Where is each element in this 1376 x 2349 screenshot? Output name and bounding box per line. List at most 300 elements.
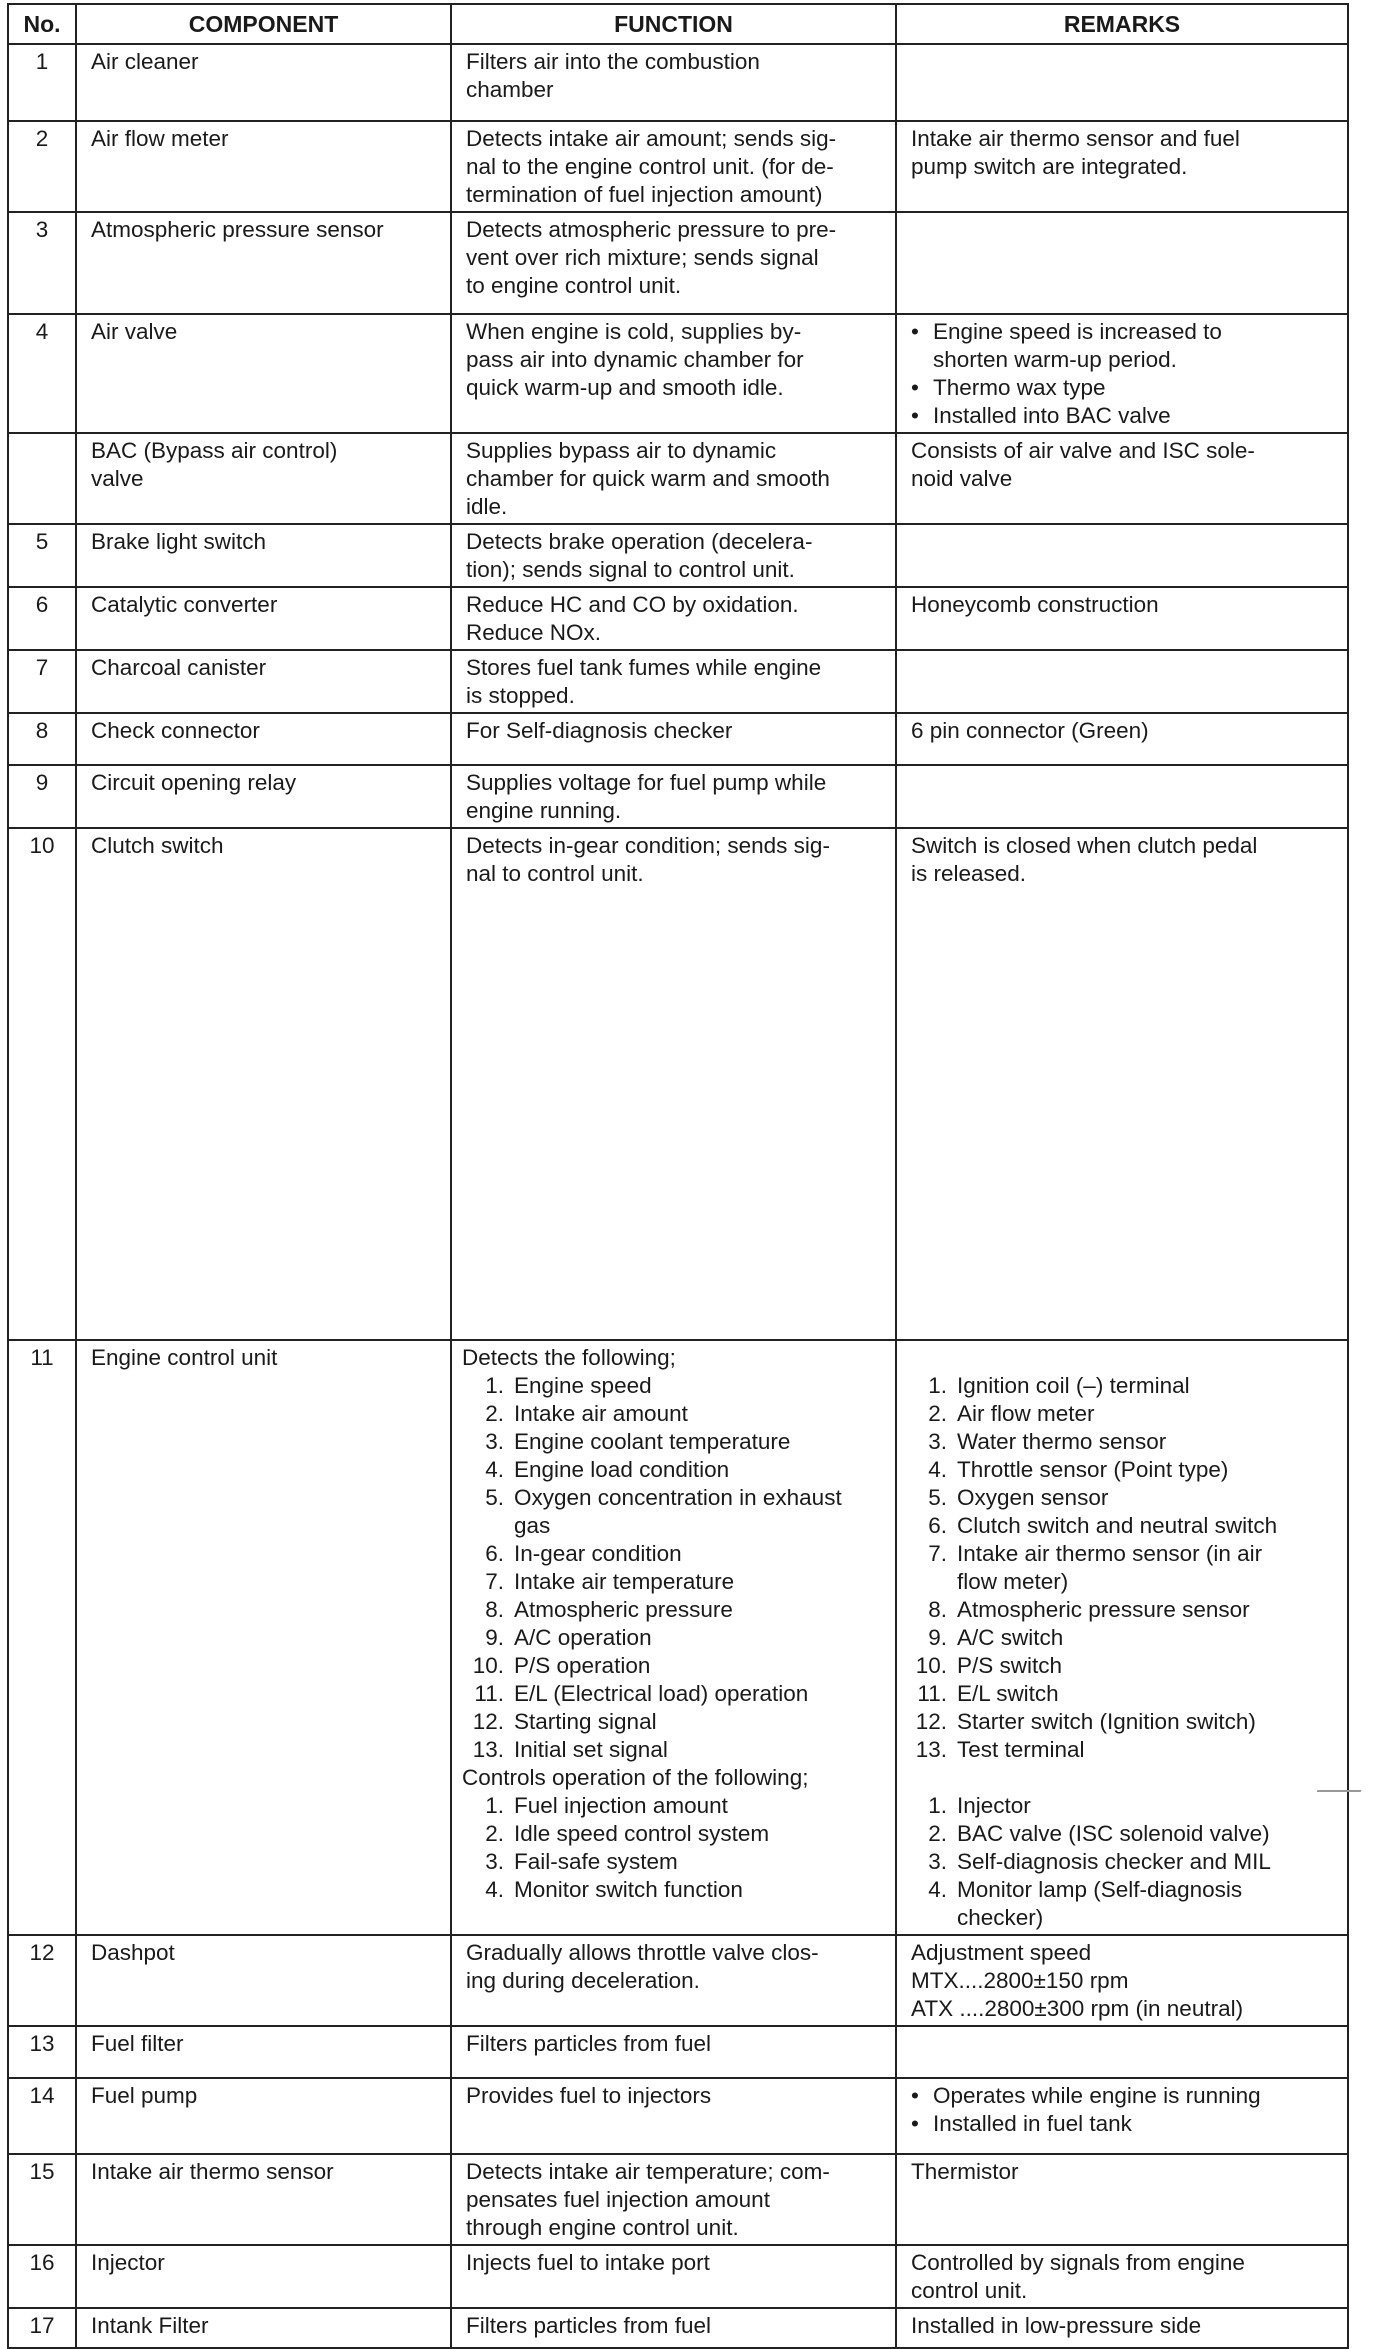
- item-number: 2.: [928, 1401, 947, 1426]
- numbered-item: [462, 1484, 885, 1540]
- item-text: [514, 1680, 808, 1708]
- numbered-item: [462, 1596, 885, 1624]
- item-text: [514, 1708, 657, 1736]
- item-number: 3.: [928, 1429, 947, 1454]
- item-number: 3.: [485, 1849, 504, 1874]
- row-number: 12: [8, 1935, 76, 2026]
- remark-line: Installed into BAC valve: [933, 403, 1171, 428]
- function-line: Detects intake air temperature; com-: [466, 2159, 830, 2184]
- header-no: No.: [8, 4, 76, 44]
- item-line: Atmospheric pressure: [514, 1597, 733, 1622]
- remark-line: ATX ....2800±300 rpm (in neutral): [911, 1996, 1244, 2021]
- function-line: vent over rich mixture; sends signal: [466, 245, 819, 270]
- numbered-item: [462, 1792, 885, 1820]
- numbered-item: [905, 1428, 1337, 1456]
- component-line: BAC (Bypass air control): [91, 438, 338, 463]
- bullet-glyph: •: [911, 375, 919, 400]
- item-number: 8.: [928, 1597, 947, 1622]
- item-text: [514, 1624, 652, 1652]
- item-line: Oxygen sensor: [957, 1485, 1109, 1510]
- function-cell: [451, 1340, 896, 1935]
- function-line: is stopped.: [466, 683, 575, 708]
- function-cell: [451, 2078, 896, 2154]
- row-number: 9: [8, 765, 76, 828]
- row-number: 8: [8, 713, 76, 765]
- component-line: Atmospheric pressure sensor: [91, 217, 384, 242]
- item-text: [514, 1652, 650, 1680]
- component-cell: [76, 121, 451, 212]
- table-row: [8, 314, 1348, 433]
- table-row: [8, 121, 1348, 212]
- controls-heading: Controls operation of the following;: [462, 1765, 809, 1790]
- numbered-item: [905, 1848, 1337, 1876]
- component-cell: [76, 314, 451, 433]
- table-row: [8, 1935, 1348, 2026]
- remark-bullet-text: [933, 2110, 1337, 2138]
- item-line: Idle speed control system: [514, 1821, 770, 1846]
- detects-heading: Detects the following;: [462, 1345, 676, 1370]
- remarks-cell: [896, 828, 1348, 1340]
- remark-line: Honeycomb construction: [911, 592, 1159, 617]
- row-number: 7: [8, 650, 76, 713]
- row-number: 5: [8, 524, 76, 587]
- function-line: Detects in-gear condition; sends sig-: [466, 833, 830, 858]
- item-text: [957, 1652, 1062, 1680]
- remarks-cell: [896, 2245, 1348, 2308]
- item-text: [957, 1876, 1242, 1932]
- item-number: 5.: [485, 1485, 504, 1510]
- item-number: 7.: [928, 1541, 947, 1566]
- item-text: [957, 1428, 1166, 1456]
- item-text: [957, 1624, 1063, 1652]
- component-line: Air cleaner: [91, 49, 199, 74]
- item-number: 1.: [928, 1793, 947, 1818]
- remarks-cell: [896, 433, 1348, 524]
- item-line: Engine coolant temperature: [514, 1429, 791, 1454]
- header-remarks: REMARKS: [896, 4, 1348, 44]
- item-line: P/S switch: [957, 1653, 1063, 1678]
- function-cell: [451, 1935, 896, 2026]
- item-text: [957, 1484, 1108, 1512]
- item-text: [514, 1400, 688, 1428]
- remark-line: shorten warm-up period.: [933, 347, 1177, 372]
- item-line: checker): [957, 1905, 1044, 1930]
- remark-bullet-text: [933, 2082, 1337, 2110]
- item-number: 5.: [928, 1485, 947, 1510]
- function-cell: [451, 587, 896, 650]
- item-number: 1.: [485, 1373, 504, 1398]
- item-number: 3.: [928, 1849, 947, 1874]
- remarks-cell: [896, 44, 1348, 121]
- function-line: Detects intake air amount; sends sig-: [466, 126, 837, 151]
- row-number: 17: [8, 2308, 76, 2348]
- item-number: 9.: [928, 1625, 947, 1650]
- remark-bullet-item: [911, 402, 1337, 430]
- item-number: 1.: [485, 1793, 504, 1818]
- function-line: Filters particles from fuel: [466, 2313, 712, 2338]
- component-cell: [76, 2245, 451, 2308]
- remark-bullet-item: [911, 318, 1337, 374]
- component-line: Check connector: [91, 718, 260, 743]
- function-cell: [451, 2308, 896, 2348]
- item-number: 10.: [915, 1653, 947, 1678]
- component-cell: [76, 1340, 451, 1935]
- component-line: Intank Filter: [91, 2313, 209, 2338]
- remarks-cell: [896, 314, 1348, 433]
- item-text: [957, 1708, 1256, 1736]
- table-row: [8, 713, 1348, 765]
- table-row: [8, 828, 1348, 1340]
- function-cell: [451, 44, 896, 121]
- item-line: Clutch switch and neutral switch: [957, 1513, 1278, 1538]
- numbered-item: [905, 1792, 1337, 1820]
- numbered-item: [462, 1568, 885, 1596]
- function-cell: [451, 713, 896, 765]
- item-text: [957, 1736, 1085, 1764]
- item-text: [957, 1540, 1262, 1596]
- item-text: [514, 1820, 769, 1848]
- table-row: [8, 433, 1348, 524]
- component-line: valve: [91, 466, 144, 491]
- item-text: [957, 1848, 1271, 1876]
- numbered-item: [462, 1456, 885, 1484]
- header-component: COMPONENT: [76, 4, 451, 44]
- remark-line: Installed in fuel tank: [933, 2111, 1132, 2136]
- row-number: 16: [8, 2245, 76, 2308]
- item-line: E/L switch: [957, 1681, 1059, 1706]
- numbered-item: [905, 1400, 1337, 1428]
- item-line: Engine speed: [514, 1373, 652, 1398]
- item-text: [514, 1428, 790, 1456]
- item-number: 13.: [472, 1737, 504, 1762]
- item-text: [957, 1372, 1190, 1400]
- item-text: [514, 1736, 668, 1764]
- table-row: [8, 2078, 1348, 2154]
- item-number: 8.: [485, 1597, 504, 1622]
- item-line: Engine load condition: [514, 1457, 730, 1482]
- page-corner-mark: [1315, 1790, 1362, 1798]
- table-row: [8, 44, 1348, 121]
- numbered-item: [905, 1736, 1337, 1764]
- component-line: Fuel pump: [91, 2083, 198, 2108]
- item-text: [957, 1512, 1277, 1540]
- item-line: Intake air amount: [514, 1401, 688, 1426]
- remarks-cell: [896, 2154, 1348, 2245]
- item-number: 4.: [928, 1457, 947, 1482]
- item-number: 10.: [472, 1653, 504, 1678]
- table-row: [8, 650, 1348, 713]
- item-text: [514, 1456, 729, 1484]
- numbered-item: [462, 1372, 885, 1400]
- item-line: Throttle sensor (Point type): [957, 1457, 1229, 1482]
- row-number: 14: [8, 2078, 76, 2154]
- function-line: Injects fuel to intake port: [466, 2250, 710, 2275]
- remarks-cell: [896, 2026, 1348, 2078]
- row-number: 3: [8, 212, 76, 314]
- item-number: 13.: [915, 1737, 947, 1762]
- component-cell: [76, 650, 451, 713]
- component-line: Clutch switch: [91, 833, 224, 858]
- component-line: Intake air thermo sensor: [91, 2159, 334, 2184]
- remark-line: Thermistor: [911, 2159, 1019, 2184]
- item-line: Test terminal: [957, 1737, 1085, 1762]
- function-cell: [451, 314, 896, 433]
- component-cell: [76, 212, 451, 314]
- item-line: Fuel injection amount: [514, 1793, 728, 1818]
- numbered-item: [462, 1708, 885, 1736]
- function-cell: [451, 524, 896, 587]
- function-line: Provides fuel to injectors: [466, 2083, 712, 2108]
- function-cell: [451, 121, 896, 212]
- remark-line: Switch is closed when clutch pedal: [911, 833, 1258, 858]
- remark-line: pump switch are integrated.: [911, 154, 1188, 179]
- row-number: 15: [8, 2154, 76, 2245]
- row-number: 6: [8, 587, 76, 650]
- function-line: For Self-diagnosis checker: [466, 718, 733, 743]
- function-line: Detects atmospheric pressure to pre-: [466, 217, 837, 242]
- numbered-item: [905, 1624, 1337, 1652]
- remarks-cell: [896, 2078, 1348, 2154]
- function-line: Reduce HC and CO by oxidation.: [466, 592, 799, 617]
- row-number: [8, 433, 76, 524]
- item-line: Starting signal: [514, 1709, 657, 1734]
- table-row: [8, 765, 1348, 828]
- item-line: Monitor lamp (Self-diagnosis: [957, 1877, 1243, 1902]
- item-text: [957, 1456, 1228, 1484]
- item-line: Fail-safe system: [514, 1849, 678, 1874]
- remarks-cell: [896, 587, 1348, 650]
- numbered-item: [462, 1540, 885, 1568]
- remarks-cell: [896, 121, 1348, 212]
- bullet-glyph: •: [911, 319, 919, 344]
- component-function-table: [7, 3, 1349, 2349]
- item-text: [957, 1596, 1250, 1624]
- function-line: quick warm-up and smooth idle.: [466, 375, 784, 400]
- function-cell: [451, 650, 896, 713]
- remark-line: Operates while engine is running: [933, 2083, 1261, 2108]
- numbered-item: [905, 1456, 1337, 1484]
- item-line: gas: [514, 1513, 551, 1538]
- remark-line: Installed in low-pressure side: [911, 2313, 1202, 2338]
- component-line: Catalytic converter: [91, 592, 278, 617]
- numbered-item: [905, 1820, 1337, 1848]
- component-cell: [76, 2154, 451, 2245]
- table-row: [8, 587, 1348, 650]
- function-line: tion); sends signal to control unit.: [466, 557, 795, 582]
- item-number: 4.: [928, 1877, 947, 1902]
- item-line: A/C switch: [957, 1625, 1064, 1650]
- row-number: 4: [8, 314, 76, 433]
- remark-line: Consists of air valve and ISC sole-: [911, 438, 1255, 463]
- component-cell: [76, 713, 451, 765]
- table-row: [8, 524, 1348, 587]
- item-number: 7.: [485, 1569, 504, 1594]
- function-line: Supplies voltage for fuel pump while: [466, 770, 827, 795]
- function-line: When engine is cold, supplies by-: [466, 319, 802, 344]
- function-line: Stores fuel tank fumes while engine: [466, 655, 822, 680]
- component-line: Brake light switch: [91, 529, 267, 554]
- numbered-item: [905, 1540, 1337, 1596]
- function-cell: [451, 2026, 896, 2078]
- item-line: Injector: [957, 1793, 1031, 1818]
- item-number: 11.: [474, 1681, 504, 1706]
- item-text: [957, 1680, 1059, 1708]
- remark-bullet-item: [911, 2110, 1337, 2138]
- item-line: Air flow meter: [957, 1401, 1095, 1426]
- component-cell: [76, 44, 451, 121]
- item-number: 6.: [928, 1513, 947, 1538]
- item-number: 11.: [917, 1681, 947, 1706]
- function-line: Supplies bypass air to dynamic: [466, 438, 777, 463]
- component-cell: [76, 2308, 451, 2348]
- item-text: [514, 1372, 652, 1400]
- table-row: [8, 2245, 1348, 2308]
- remark-line: Engine speed is increased to: [933, 319, 1222, 344]
- remarks-cell: [896, 212, 1348, 314]
- item-number: 12.: [472, 1709, 504, 1734]
- remarks-cell: [896, 1340, 1348, 1935]
- remarks-cell: [896, 765, 1348, 828]
- function-line: nal to the engine control unit. (for de-: [466, 154, 834, 179]
- component-cell: [76, 433, 451, 524]
- item-line: Monitor switch function: [514, 1877, 743, 1902]
- table-row: [8, 212, 1348, 314]
- numbered-item: [462, 1820, 885, 1848]
- item-text: [957, 1792, 1031, 1820]
- item-number: 6.: [485, 1541, 504, 1566]
- function-line: to engine control unit.: [466, 273, 682, 298]
- remark-line: Thermo wax type: [933, 375, 1106, 400]
- item-line: E/L (Electrical load) operation: [514, 1681, 809, 1706]
- remark-bullet-item: [911, 2082, 1337, 2110]
- component-cell: [76, 524, 451, 587]
- function-line: Detects brake operation (decelera-: [466, 529, 813, 554]
- function-cell: [451, 828, 896, 1340]
- remarks-cell: [896, 1935, 1348, 2026]
- component-cell: [76, 587, 451, 650]
- item-line: BAC valve (ISC solenoid valve): [957, 1821, 1270, 1846]
- numbered-item: [462, 1624, 885, 1652]
- component-line: Air valve: [91, 319, 178, 344]
- item-line: In-gear condition: [514, 1541, 682, 1566]
- table-body: [8, 44, 1348, 2348]
- function-line: Filters particles from fuel: [466, 2031, 712, 2056]
- item-text: [514, 1848, 678, 1876]
- function-line: nal to control unit.: [466, 861, 644, 886]
- item-line: Atmospheric pressure sensor: [957, 1597, 1250, 1622]
- remark-line: Controlled by signals from engine: [911, 2250, 1245, 2275]
- numbered-item: [462, 1400, 885, 1428]
- item-line: Ignition coil (–) terminal: [957, 1373, 1190, 1398]
- numbered-item: [462, 1680, 885, 1708]
- item-number: 2.: [928, 1821, 947, 1846]
- item-number: 4.: [485, 1457, 504, 1482]
- item-line: P/S operation: [514, 1653, 651, 1678]
- bullet-glyph: •: [911, 403, 919, 428]
- function-cell: [451, 212, 896, 314]
- function-line: chamber for quick warm and smooth: [466, 466, 830, 491]
- remark-bullet-text: [933, 374, 1337, 402]
- function-line: chamber: [466, 77, 554, 102]
- remark-bullet-text: [933, 318, 1337, 374]
- remark-line: Intake air thermo sensor and fuel: [911, 126, 1240, 151]
- function-line: pass air into dynamic chamber for: [466, 347, 804, 372]
- numbered-item: [905, 1596, 1337, 1624]
- component-line: Engine control unit: [91, 1345, 278, 1370]
- numbered-item: [905, 1876, 1337, 1932]
- item-line: Intake air temperature: [514, 1569, 735, 1594]
- numbered-item: [905, 1484, 1337, 1512]
- function-line: pensates fuel injection amount: [466, 2187, 770, 2212]
- numbered-item: [905, 1372, 1337, 1400]
- row-number: 10: [8, 828, 76, 1340]
- item-text: [514, 1540, 682, 1568]
- function-line: Filters air into the combustion: [466, 49, 760, 74]
- item-line: Self-diagnosis checker and MIL: [957, 1849, 1271, 1874]
- function-line: termination of fuel injection amount): [466, 182, 823, 207]
- function-line: Reduce NOx.: [466, 620, 602, 645]
- item-text: [514, 1596, 733, 1624]
- component-cell: [76, 828, 451, 1340]
- function-line: Gradually allows throttle valve clos-: [466, 1940, 819, 1965]
- component-cell: [76, 2078, 451, 2154]
- component-line: Circuit opening relay: [91, 770, 297, 795]
- table-row: [8, 2154, 1348, 2245]
- remark-line: control unit.: [911, 2278, 1028, 2303]
- function-cell: [451, 2245, 896, 2308]
- function-line: engine running.: [466, 798, 622, 823]
- numbered-item: [905, 1680, 1337, 1708]
- numbered-item: [462, 1876, 885, 1904]
- row-number: 2: [8, 121, 76, 212]
- item-line: Initial set signal: [514, 1737, 668, 1762]
- numbered-item: [905, 1512, 1337, 1540]
- component-line: Fuel filter: [91, 2031, 184, 2056]
- item-number: 1.: [928, 1373, 947, 1398]
- component-line: Air flow meter: [91, 126, 229, 151]
- item-text: [514, 1876, 743, 1904]
- table-header-row: [8, 4, 1348, 44]
- table-row: [8, 1340, 1348, 1935]
- item-number: 2.: [485, 1821, 504, 1846]
- component-cell: [76, 2026, 451, 2078]
- function-line: ing during deceleration.: [466, 1968, 700, 1993]
- item-line: Water thermo sensor: [957, 1429, 1167, 1454]
- bullet-glyph: •: [911, 2111, 919, 2136]
- numbered-item: [462, 1736, 885, 1764]
- item-line: A/C operation: [514, 1625, 652, 1650]
- remarks-cell: [896, 650, 1348, 713]
- remarks-cell: [896, 2308, 1348, 2348]
- item-line: Intake air thermo sensor (in air: [957, 1541, 1263, 1566]
- component-line: Charcoal canister: [91, 655, 267, 680]
- function-line: idle.: [466, 494, 508, 519]
- row-number: 1: [8, 44, 76, 121]
- item-number: 3.: [485, 1429, 504, 1454]
- spacer: [905, 1764, 1337, 1792]
- item-line: Starter switch (Ignition switch): [957, 1709, 1256, 1734]
- spacer: [905, 1344, 1337, 1372]
- component-cell: [76, 765, 451, 828]
- item-line: flow meter): [957, 1569, 1069, 1594]
- numbered-item: [905, 1708, 1337, 1736]
- item-number: 9.: [485, 1625, 504, 1650]
- item-text: [957, 1820, 1270, 1848]
- table-row: [8, 2308, 1348, 2348]
- item-text: [957, 1400, 1095, 1428]
- item-text: [514, 1484, 842, 1540]
- item-number: 4.: [485, 1877, 504, 1902]
